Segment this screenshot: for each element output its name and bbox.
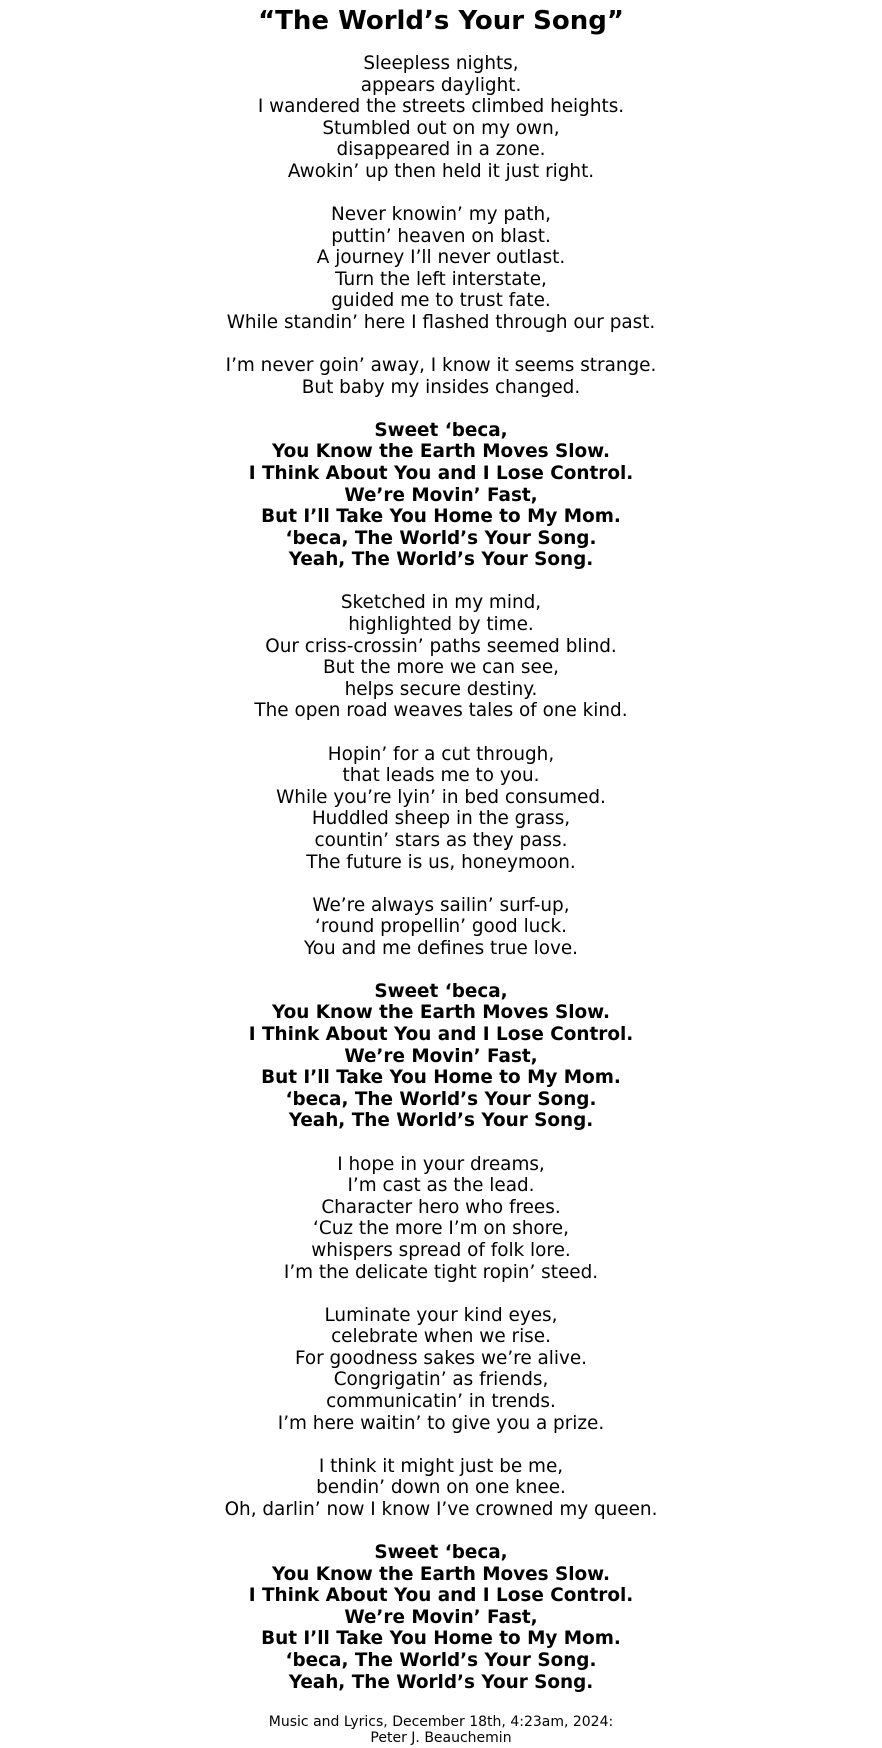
verse-stanza <box>0 204 882 334</box>
chorus-line: But I’ll Take You Home to My Mom. <box>261 506 621 528</box>
verse-line: highlighted by time. <box>348 614 534 636</box>
verse-line: I wandered the streets climbed heights. <box>257 96 625 118</box>
verse-line: Turn the left interstate, <box>335 268 547 290</box>
verse-line: The open road weaves tales of one kind. <box>254 700 628 722</box>
chorus-line: We’re Movin’ Fast, <box>344 1045 538 1067</box>
verse-stanza <box>0 592 882 722</box>
verse-line: I’m the delicate tight ropin’ steed. <box>283 1261 599 1283</box>
verse-line: Hopin’ for a cut through, <box>327 743 555 765</box>
chorus-line: Yeah, The World’s Your Song. <box>288 1671 594 1693</box>
verse-line: Congrigatin’ as friends, <box>333 1369 549 1391</box>
verse-stanza <box>0 1305 882 1435</box>
verse-line: Awokin’ up then held it just right. <box>287 160 595 182</box>
verse-stanza <box>0 53 882 183</box>
verse-line: The future is us, honeymoon. <box>306 851 576 873</box>
verse-line: disappeared in a zone. <box>336 139 546 161</box>
chorus-stanza <box>0 1542 882 1693</box>
chorus-stanza <box>0 981 882 1132</box>
chorus-line: Sweet ‘beca, <box>374 1541 508 1563</box>
verse-line: Sketched in my mind, <box>340 592 542 614</box>
verse-stanza <box>0 1456 882 1521</box>
chorus-line: Sweet ‘beca, <box>374 980 508 1002</box>
verse-line: I’m cast as the lead. <box>347 1175 535 1197</box>
verse-line: celebrate when we rise. <box>331 1326 551 1348</box>
verse-line: Huddled sheep in the grass, <box>311 808 571 830</box>
verse-line: While you’re lyin’ in bed consumed. <box>276 786 606 808</box>
chorus-line: Yeah, The World’s Your Song. <box>288 1110 594 1132</box>
verse-line: Stumbled out on my own, <box>322 117 560 139</box>
verse-line: appears daylight. <box>360 74 522 96</box>
verse-line: While standin’ here I flashed through our past. <box>226 312 656 334</box>
verse-stanza <box>0 355 882 398</box>
chorus-line: But I’ll Take You Home to My Mom. <box>261 1067 621 1089</box>
verse-line: I’m never goin’ away, I know it seems strange. <box>225 355 657 377</box>
verse-line: that leads me to you. <box>342 765 540 787</box>
verse-line: bendin’ down on one knee. <box>316 1477 566 1499</box>
chorus-line: I Think About You and I Lose Control. <box>248 1585 634 1607</box>
verse-line: ‘round propellin’ good luck. <box>315 916 567 938</box>
verse-line: puttin’ heaven on blast. <box>331 225 551 247</box>
verse-line: Our criss-crossin’ paths seemed blind. <box>265 635 617 657</box>
chorus-line: You Know the Earth Moves Slow. <box>272 1563 610 1585</box>
verse-line: whispers spread of folk lore. <box>311 1239 571 1261</box>
verse-line: I’m here waitin’ to give you a prize. <box>277 1412 605 1434</box>
verse-line: communicatin’ in trends. <box>326 1390 556 1412</box>
verse-line: guided me to trust fate. <box>331 290 551 312</box>
chorus-line: I Think About You and I Lose Control. <box>248 463 634 484</box>
verse-line: countin’ stars as they pass. <box>314 829 568 851</box>
chorus-line: You Know the Earth Moves Slow. <box>272 441 610 463</box>
credits <box>0 1714 882 1746</box>
verse-stanza <box>0 1154 882 1284</box>
verse-line: Oh, darlin’ now I know I’ve crowned my queen. <box>224 1498 658 1520</box>
credits-date-line: Music and Lyrics, December 18th, 4:23am, 2024: <box>268 1714 614 1731</box>
verse-line: I hope in your dreams, <box>337 1153 545 1175</box>
verse-line: You and me defines true love. <box>303 937 579 959</box>
chorus-line: Yeah, The World’s Your Song. <box>288 549 594 571</box>
verse-stanza <box>0 895 882 960</box>
verse-line: helps secure destiny. <box>344 678 538 700</box>
chorus-line: Sweet ‘beca, <box>374 419 508 441</box>
verse-line: Sleepless nights, <box>363 53 519 74</box>
verse-stanza <box>0 744 882 874</box>
verse-line: But baby my insides changed. <box>301 376 581 398</box>
verse-line: A journey I’ll never outlast. <box>316 247 566 269</box>
chorus-line: ‘beca, The World’s Your Song. <box>285 1649 597 1671</box>
chorus-line: We’re Movin’ Fast, <box>344 484 538 506</box>
chorus-line: I Think About You and I Lose Control. <box>248 1024 634 1046</box>
verse-line: Luminate your kind eyes, <box>324 1304 558 1326</box>
chorus-line: But I’ll Take You Home to My Mom. <box>261 1628 621 1650</box>
verse-line: ‘Cuz the more I’m on shore, <box>313 1218 569 1240</box>
chorus-line: ‘beca, The World’s Your Song. <box>285 1088 597 1110</box>
verse-line: I think it might just be me, <box>318 1455 564 1477</box>
verse-line: We’re always sailin’ surf-up, <box>312 894 570 916</box>
credits-author: Peter J. Beauchemin <box>370 1730 512 1747</box>
verse-line: But the more we can see, <box>323 657 559 679</box>
chorus-line: You Know the Earth Moves Slow. <box>272 1002 610 1024</box>
lyrics-body <box>0 53 882 1693</box>
chorus-line: ‘beca, The World’s Your Song. <box>285 527 597 549</box>
verse-line: Never knowin’ my path, <box>330 204 552 226</box>
chorus-line: We’re Movin’ Fast, <box>344 1606 538 1628</box>
verse-line: For goodness sakes we’re alive. <box>294 1347 588 1369</box>
chorus-stanza <box>0 420 882 571</box>
song-title: “The World’s Your Song” <box>258 6 624 36</box>
verse-line: Character hero who frees. <box>321 1196 561 1218</box>
